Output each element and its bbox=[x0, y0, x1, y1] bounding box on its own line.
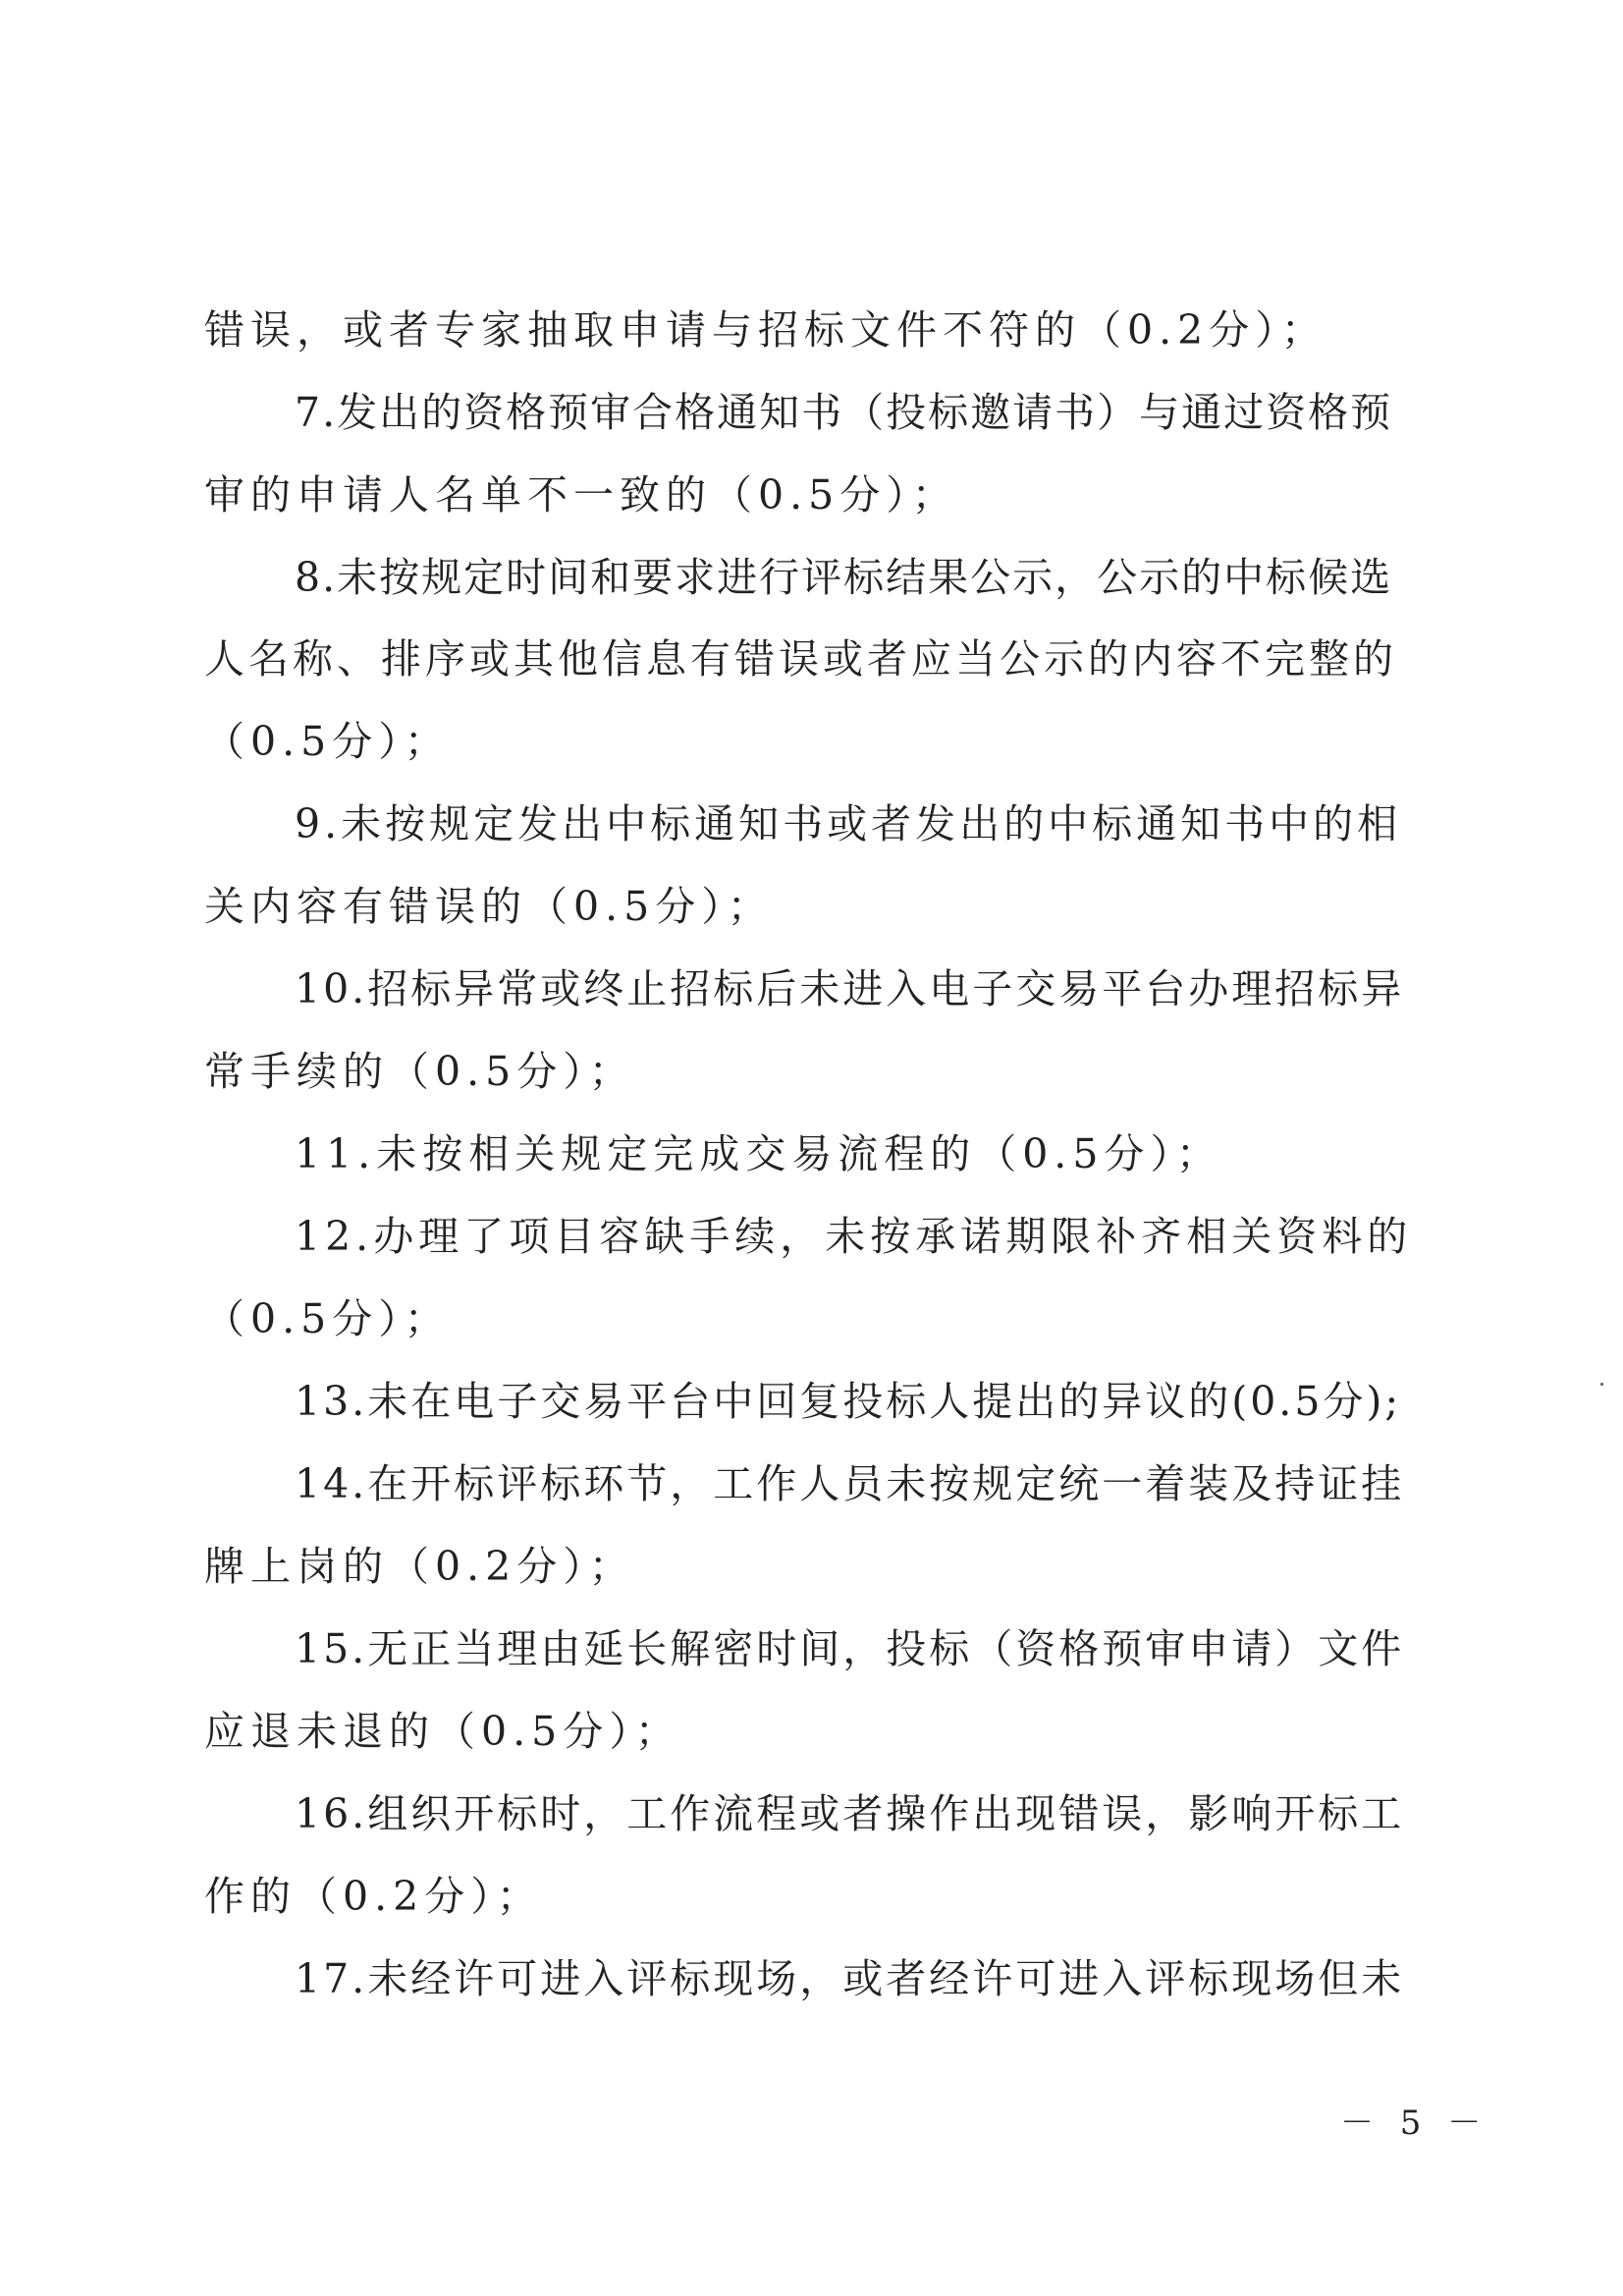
text-line-2: 7.发出的资格预审合格通知书（投标邀请书）与通过资格预 bbox=[295, 389, 1393, 436]
scan-speck bbox=[1600, 1383, 1603, 1386]
text-line-18: 应退未退的（0.5分）； bbox=[204, 1708, 681, 1755]
text-line-14: 13.未在电子交易平台中回复投标人提出的异议的(0.5分); bbox=[295, 1378, 1402, 1425]
text-line-16: 牌上岗的（0.2分）； bbox=[204, 1543, 635, 1590]
text-line-7: 9.未按规定发出中标通知书或者发出的中标通知书中的相 bbox=[295, 800, 1402, 847]
text-line-19: 16.组织开标时，工作流程或者操作出现错误，影响开标工 bbox=[295, 1790, 1405, 1837]
text-line-5: 人名称、排序或其他信息有错误或者应当公示的内容不完整的 bbox=[204, 635, 1397, 683]
text-line-15: 14.在开标评标环节，工作人员未按规定统一着装及持证挂 bbox=[295, 1460, 1405, 1507]
text-line-20: 作的（0.2分）； bbox=[204, 1873, 543, 1920]
text-line-11: 11.未按相关规定完成交易流程的（0.5分）； bbox=[295, 1130, 1222, 1177]
text-line-12: 12.办理了项目容缺手续，未按承诺期限补齐相关资料的 bbox=[295, 1213, 1413, 1260]
text-line-1: 错误，或者专家抽取申请与招标文件不符的（0.2分）； bbox=[204, 306, 1327, 354]
text-line-21: 17.未经许可进入评标现场，或者经许可进入评标现场但未 bbox=[295, 1955, 1405, 2002]
text-line-9: 10.招标异常或终止招标后未进入电子交易平台办理招标异 bbox=[295, 965, 1405, 1012]
text-line-13: （0.5分）； bbox=[204, 1295, 451, 1342]
text-line-4: 8.未按规定时间和要求进行评标结果公示，公示的中标候选 bbox=[295, 554, 1393, 601]
text-line-3: 审的申请人名单不一致的（0.5分）； bbox=[204, 471, 958, 519]
text-line-6: （0.5分）； bbox=[204, 718, 451, 765]
text-line-10: 常手续的（0.5分）； bbox=[204, 1048, 635, 1095]
text-line-17: 15.无正当理由延长解密时间，投标（资格预审申请）文件 bbox=[295, 1625, 1405, 1672]
page-number: － 5 － bbox=[1340, 2104, 1489, 2143]
text-line-8: 关内容有错误的（0.5分）； bbox=[204, 883, 774, 930]
